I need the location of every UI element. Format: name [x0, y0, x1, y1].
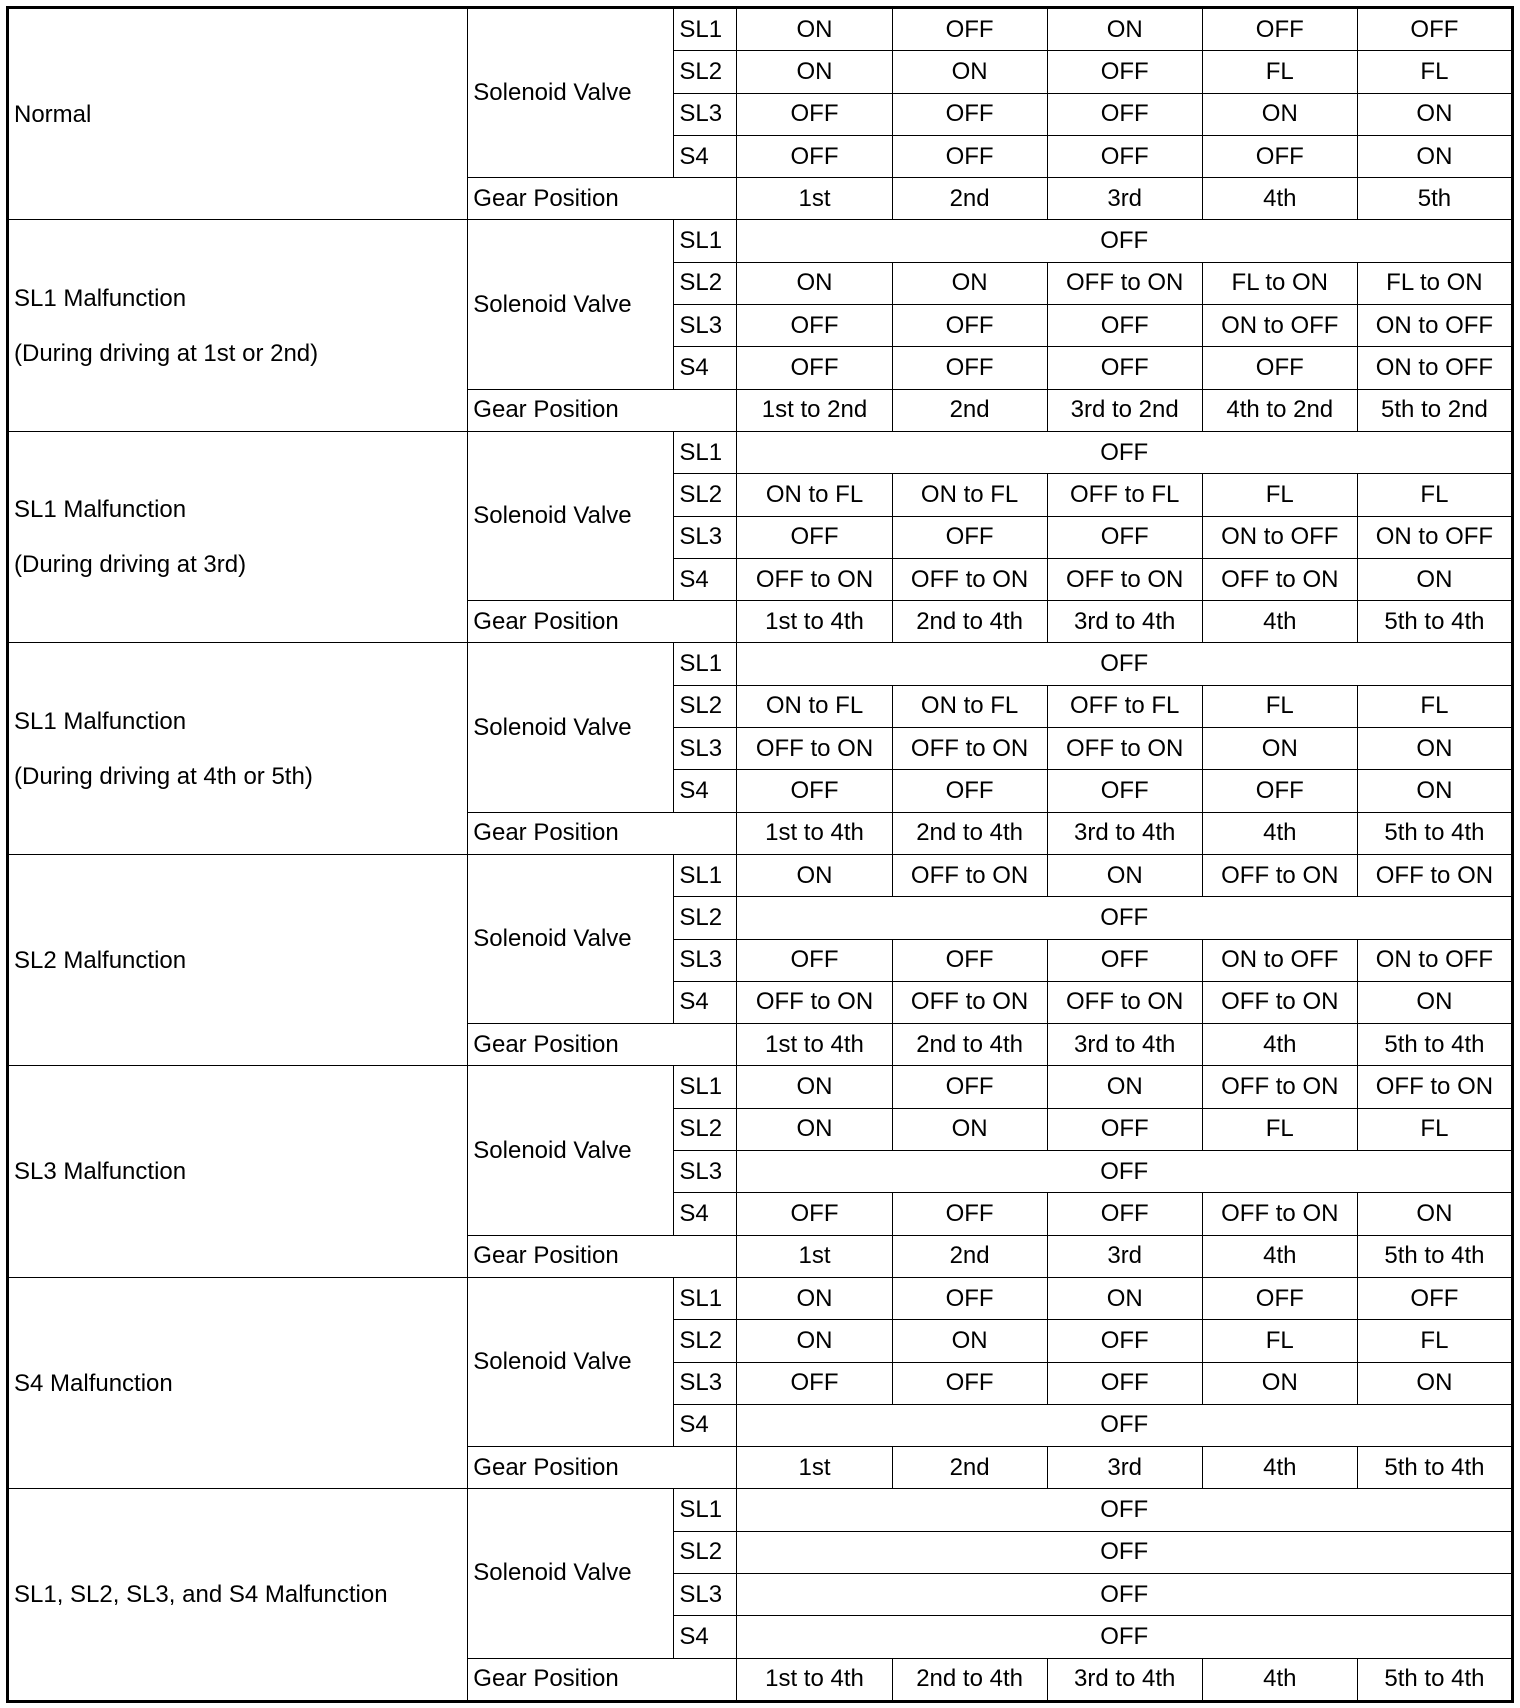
gear-position-label: Gear Position: [468, 1447, 737, 1489]
solenoid-valve-label: Solenoid Valve: [468, 643, 674, 812]
valve-state: OFF to ON: [1047, 728, 1202, 770]
valve-code: SL2: [674, 51, 737, 93]
valve-code: SL2: [674, 1108, 737, 1150]
valve-code: SL2: [674, 685, 737, 727]
valve-state: OFF: [1047, 1108, 1202, 1150]
gear-value: 2nd: [892, 389, 1047, 431]
valve-state: ON to OFF: [1357, 305, 1512, 347]
valve-state: ON: [1357, 1193, 1512, 1235]
solenoid-valve-label: Solenoid Valve: [468, 1489, 674, 1658]
valve-state-merged: OFF: [737, 643, 1513, 685]
solenoid-valve-label: Solenoid Valve: [468, 1066, 674, 1235]
valve-code: SL3: [674, 939, 737, 981]
gear-position-label: Gear Position: [468, 1235, 737, 1277]
valve-code: SL2: [674, 1320, 737, 1362]
condition-cell: [8, 854, 468, 1065]
valve-state: OFF: [892, 93, 1047, 135]
valve-code: S4: [674, 1404, 737, 1446]
valve-code: SL1: [674, 8, 737, 51]
valve-state: ON: [892, 262, 1047, 304]
condition-cell: [8, 1066, 468, 1277]
valve-state: OFF: [1202, 8, 1357, 51]
valve-code: S4: [674, 1616, 737, 1658]
valve-code: S4: [674, 1193, 737, 1235]
valve-state: ON: [1357, 93, 1512, 135]
gear-value: 5th to 4th: [1357, 1024, 1512, 1066]
condition-title-line: SL1 Malfunction: [14, 707, 187, 735]
valve-code: S4: [674, 770, 737, 812]
gear-value: 2nd to 4th: [892, 601, 1047, 643]
valve-code: SL3: [674, 1362, 737, 1404]
gear-position-label: Gear Position: [468, 601, 737, 643]
valve-state-merged: OFF: [737, 1573, 1513, 1615]
valve-state: ON: [1357, 558, 1512, 600]
valve-state: OFF to ON: [892, 558, 1047, 600]
valve-state: FL: [1357, 1108, 1512, 1150]
gear-value: 4th to 2nd: [1202, 389, 1357, 431]
valve-code: SL3: [674, 305, 737, 347]
valve-row: [8, 643, 1513, 685]
valve-state: OFF: [737, 93, 892, 135]
valve-code: SL2: [674, 1531, 737, 1573]
valve-state: OFF: [892, 305, 1047, 347]
gear-value: 5th to 4th: [1357, 812, 1512, 854]
gear-value: 3rd to 2nd: [1047, 389, 1202, 431]
gear-value: 4th: [1202, 1447, 1357, 1489]
valve-state: OFF to ON: [737, 981, 892, 1023]
valve-state: OFF to ON: [1202, 1066, 1357, 1108]
condition-title-line: (During driving at 1st or 2nd): [14, 339, 319, 367]
valve-code: SL3: [674, 1573, 737, 1615]
valve-state: OFF to ON: [1202, 1193, 1357, 1235]
valve-state: OFF to FL: [1047, 474, 1202, 516]
valve-state: OFF: [1047, 1193, 1202, 1235]
gear-value: 4th: [1202, 1658, 1357, 1701]
valve-state: ON: [1357, 728, 1512, 770]
gear-value: 3rd to 4th: [1047, 1658, 1202, 1701]
valve-state: OFF: [892, 770, 1047, 812]
valve-state: OFF: [1047, 770, 1202, 812]
valve-code: SL3: [674, 93, 737, 135]
valve-code: SL1: [674, 431, 737, 473]
valve-state: ON: [1357, 1362, 1512, 1404]
valve-state: OFF: [1047, 93, 1202, 135]
valve-state: ON: [1047, 8, 1202, 51]
gear-position-label: Gear Position: [468, 1658, 737, 1701]
valve-state: ON to OFF: [1202, 516, 1357, 558]
valve-state: OFF: [892, 8, 1047, 51]
valve-state: ON: [737, 8, 892, 51]
valve-code: SL1: [674, 1489, 737, 1531]
valve-state-merged: OFF: [737, 220, 1513, 262]
valve-state: OFF: [737, 305, 892, 347]
valve-state: OFF: [737, 1193, 892, 1235]
valve-state: ON to FL: [892, 474, 1047, 516]
gear-value: 4th: [1202, 601, 1357, 643]
condition-cell: [8, 220, 468, 431]
valve-state: OFF: [1047, 135, 1202, 177]
valve-state: OFF: [737, 1362, 892, 1404]
gear-position-label: Gear Position: [468, 1024, 737, 1066]
gear-value: 3rd to 4th: [1047, 1024, 1202, 1066]
valve-code: SL1: [674, 854, 737, 896]
valve-state: OFF: [892, 1362, 1047, 1404]
gear-value: 3rd: [1047, 1235, 1202, 1277]
valve-code: SL1: [674, 1066, 737, 1108]
valve-state: ON to OFF: [1202, 305, 1357, 347]
gear-value: 2nd: [892, 1235, 1047, 1277]
gear-position-label: Gear Position: [468, 812, 737, 854]
condition-title-line: Normal: [14, 100, 92, 128]
valve-state: ON: [737, 1108, 892, 1150]
valve-code: SL3: [674, 516, 737, 558]
valve-state-merged: OFF: [737, 1404, 1513, 1446]
gear-value: 3rd to 4th: [1047, 812, 1202, 854]
valve-code: SL1: [674, 220, 737, 262]
valve-code: SL1: [674, 1277, 737, 1319]
valve-state: ON: [737, 1066, 892, 1108]
valve-state: ON: [1202, 728, 1357, 770]
solenoid-valve-label: Solenoid Valve: [468, 431, 674, 600]
valve-state: ON: [892, 51, 1047, 93]
gear-position-label: Gear Position: [468, 389, 737, 431]
valve-state: ON: [737, 854, 892, 896]
solenoid-valve-label: Solenoid Valve: [468, 854, 674, 1023]
condition-title-line: SL2 Malfunction: [14, 946, 187, 974]
valve-state: OFF: [737, 939, 892, 981]
valve-state-merged: OFF: [737, 1489, 1513, 1531]
gear-value: 2nd to 4th: [892, 1024, 1047, 1066]
gear-value: 1st to 4th: [737, 1024, 892, 1066]
condition-title-line: (During driving at 3rd): [14, 551, 247, 579]
gear-value: 3rd: [1047, 1447, 1202, 1489]
gear-value: 5th to 2nd: [1357, 389, 1512, 431]
condition-cell: [8, 431, 468, 642]
valve-state: ON: [737, 51, 892, 93]
valve-state: OFF: [1047, 51, 1202, 93]
gear-value: 1st to 4th: [737, 601, 892, 643]
valve-state: OFF to FL: [1047, 685, 1202, 727]
gear-value: 5th to 4th: [1357, 601, 1512, 643]
valve-state: OFF: [1202, 770, 1357, 812]
valve-state: OFF: [892, 516, 1047, 558]
condition-cell: [8, 1277, 468, 1488]
valve-row: [8, 1277, 1513, 1319]
gear-value: 4th: [1202, 1235, 1357, 1277]
valve-state: FL: [1202, 1320, 1357, 1362]
valve-state: ON: [1357, 981, 1512, 1023]
valve-state: OFF: [892, 135, 1047, 177]
valve-state: OFF to ON: [737, 558, 892, 600]
valve-row: [8, 1489, 1513, 1531]
valve-state: ON: [1202, 93, 1357, 135]
valve-state: FL: [1202, 51, 1357, 93]
gear-value: 5th to 4th: [1357, 1658, 1512, 1701]
valve-code: S4: [674, 135, 737, 177]
valve-state: OFF to ON: [1202, 854, 1357, 896]
gear-value: 4th: [1202, 178, 1357, 220]
solenoid-valve-label: Solenoid Valve: [468, 220, 674, 389]
solenoid-malfunction-table: [6, 6, 1514, 1703]
valve-state: OFF to ON: [1202, 558, 1357, 600]
valve-state: OFF: [1202, 347, 1357, 389]
gear-value: 4th: [1202, 812, 1357, 854]
valve-code: SL2: [674, 474, 737, 516]
condition-title-line: S4 Malfunction: [14, 1369, 173, 1397]
valve-code: S4: [674, 981, 737, 1023]
valve-state: OFF: [1202, 1277, 1357, 1319]
valve-state: OFF: [1047, 1362, 1202, 1404]
solenoid-valve-label: Solenoid Valve: [468, 1277, 674, 1446]
valve-state: FL: [1357, 685, 1512, 727]
valve-state: OFF: [737, 347, 892, 389]
valve-state: ON: [1202, 1362, 1357, 1404]
gear-value: 1st: [737, 1235, 892, 1277]
valve-state: OFF to ON: [737, 728, 892, 770]
valve-state: FL to ON: [1202, 262, 1357, 304]
condition-title-line: SL1, SL2, SL3, and S4 Malfunction: [14, 1581, 388, 1609]
document-page: [6, 6, 1514, 1703]
valve-state: OFF: [892, 1277, 1047, 1319]
valve-state: ON: [892, 1108, 1047, 1150]
valve-state: OFF to ON: [1047, 262, 1202, 304]
valve-state: ON to FL: [892, 685, 1047, 727]
valve-state-merged: OFF: [737, 1616, 1513, 1658]
gear-value: 2nd: [892, 1447, 1047, 1489]
valve-state: OFF to ON: [892, 981, 1047, 1023]
solenoid-valve-label: Solenoid Valve: [468, 8, 674, 178]
valve-state: OFF: [737, 770, 892, 812]
gear-position-label: Gear Position: [468, 178, 737, 220]
valve-code: SL2: [674, 262, 737, 304]
valve-row: [8, 8, 1513, 51]
valve-state: ON to OFF: [1357, 516, 1512, 558]
valve-state: OFF to ON: [892, 728, 1047, 770]
valve-state: ON: [1047, 1066, 1202, 1108]
valve-state: ON: [1357, 770, 1512, 812]
valve-state: OFF: [737, 516, 892, 558]
valve-state: ON to OFF: [1357, 347, 1512, 389]
valve-state: ON to FL: [737, 685, 892, 727]
valve-state: FL to ON: [1357, 262, 1512, 304]
valve-state: OFF: [892, 347, 1047, 389]
gear-value: 1st: [737, 178, 892, 220]
valve-state: ON to OFF: [1357, 939, 1512, 981]
valve-state: OFF: [1047, 347, 1202, 389]
valve-state: OFF: [1047, 1320, 1202, 1362]
valve-row: [8, 431, 1513, 473]
valve-state-merged: OFF: [737, 431, 1513, 473]
valve-state: OFF to ON: [1047, 558, 1202, 600]
valve-state: FL: [1202, 1108, 1357, 1150]
valve-code: S4: [674, 347, 737, 389]
valve-state: OFF: [1047, 516, 1202, 558]
gear-value: 5th: [1357, 178, 1512, 220]
valve-state: ON: [892, 1320, 1047, 1362]
valve-state: ON: [1047, 854, 1202, 896]
valve-state: ON: [737, 262, 892, 304]
valve-code: SL1: [674, 643, 737, 685]
valve-state: OFF: [1047, 939, 1202, 981]
gear-value: 4th: [1202, 1024, 1357, 1066]
valve-state: ON to OFF: [1202, 939, 1357, 981]
gear-value: 2nd to 4th: [892, 1658, 1047, 1701]
valve-state: ON: [737, 1277, 892, 1319]
condition-title-line: SL1 Malfunction: [14, 496, 187, 524]
valve-state-merged: OFF: [737, 897, 1513, 939]
valve-row: [8, 1066, 1513, 1108]
valve-state: OFF to ON: [892, 854, 1047, 896]
valve-state: FL: [1202, 685, 1357, 727]
condition-title-line: SL3 Malfunction: [14, 1158, 187, 1186]
condition-cell: [8, 8, 468, 220]
valve-row: [8, 220, 1513, 262]
valve-state: ON: [1357, 135, 1512, 177]
gear-value: 1st to 4th: [737, 812, 892, 854]
valve-state: FL: [1357, 51, 1512, 93]
valve-state: FL: [1357, 1320, 1512, 1362]
valve-state: OFF: [1202, 135, 1357, 177]
gear-value: 2nd: [892, 178, 1047, 220]
condition-cell: [8, 1489, 468, 1702]
valve-code: SL3: [674, 1151, 737, 1193]
valve-state: FL: [1202, 474, 1357, 516]
condition-title-line: SL1 Malfunction: [14, 284, 187, 312]
gear-value: 1st: [737, 1447, 892, 1489]
valve-state: ON: [1047, 1277, 1202, 1319]
valve-code: SL2: [674, 897, 737, 939]
valve-code: S4: [674, 558, 737, 600]
valve-state-merged: OFF: [737, 1531, 1513, 1573]
valve-state: OFF: [1357, 1277, 1512, 1319]
gear-value: 5th to 4th: [1357, 1447, 1512, 1489]
valve-state-merged: OFF: [737, 1151, 1513, 1193]
valve-state: OFF: [737, 135, 892, 177]
valve-state: OFF to ON: [1357, 1066, 1512, 1108]
gear-value: 3rd to 4th: [1047, 601, 1202, 643]
valve-state: ON to FL: [737, 474, 892, 516]
gear-value: 2nd to 4th: [892, 812, 1047, 854]
valve-state: OFF to ON: [1202, 981, 1357, 1023]
condition-title-line: (During driving at 4th or 5th): [14, 762, 313, 790]
valve-code: SL3: [674, 728, 737, 770]
gear-value: 3rd: [1047, 178, 1202, 220]
valve-state: OFF: [1047, 305, 1202, 347]
condition-cell: [8, 643, 468, 854]
valve-state: OFF: [892, 939, 1047, 981]
gear-value: 5th to 4th: [1357, 1235, 1512, 1277]
valve-state: OFF: [892, 1066, 1047, 1108]
valve-state: OFF: [1357, 8, 1512, 51]
valve-state: OFF to ON: [1357, 854, 1512, 896]
valve-state: OFF to ON: [1047, 981, 1202, 1023]
gear-value: 1st to 4th: [737, 1658, 892, 1701]
valve-row: [8, 854, 1513, 896]
valve-state: FL: [1357, 474, 1512, 516]
valve-state: ON: [737, 1320, 892, 1362]
valve-state: OFF: [892, 1193, 1047, 1235]
gear-value: 1st to 2nd: [737, 389, 892, 431]
